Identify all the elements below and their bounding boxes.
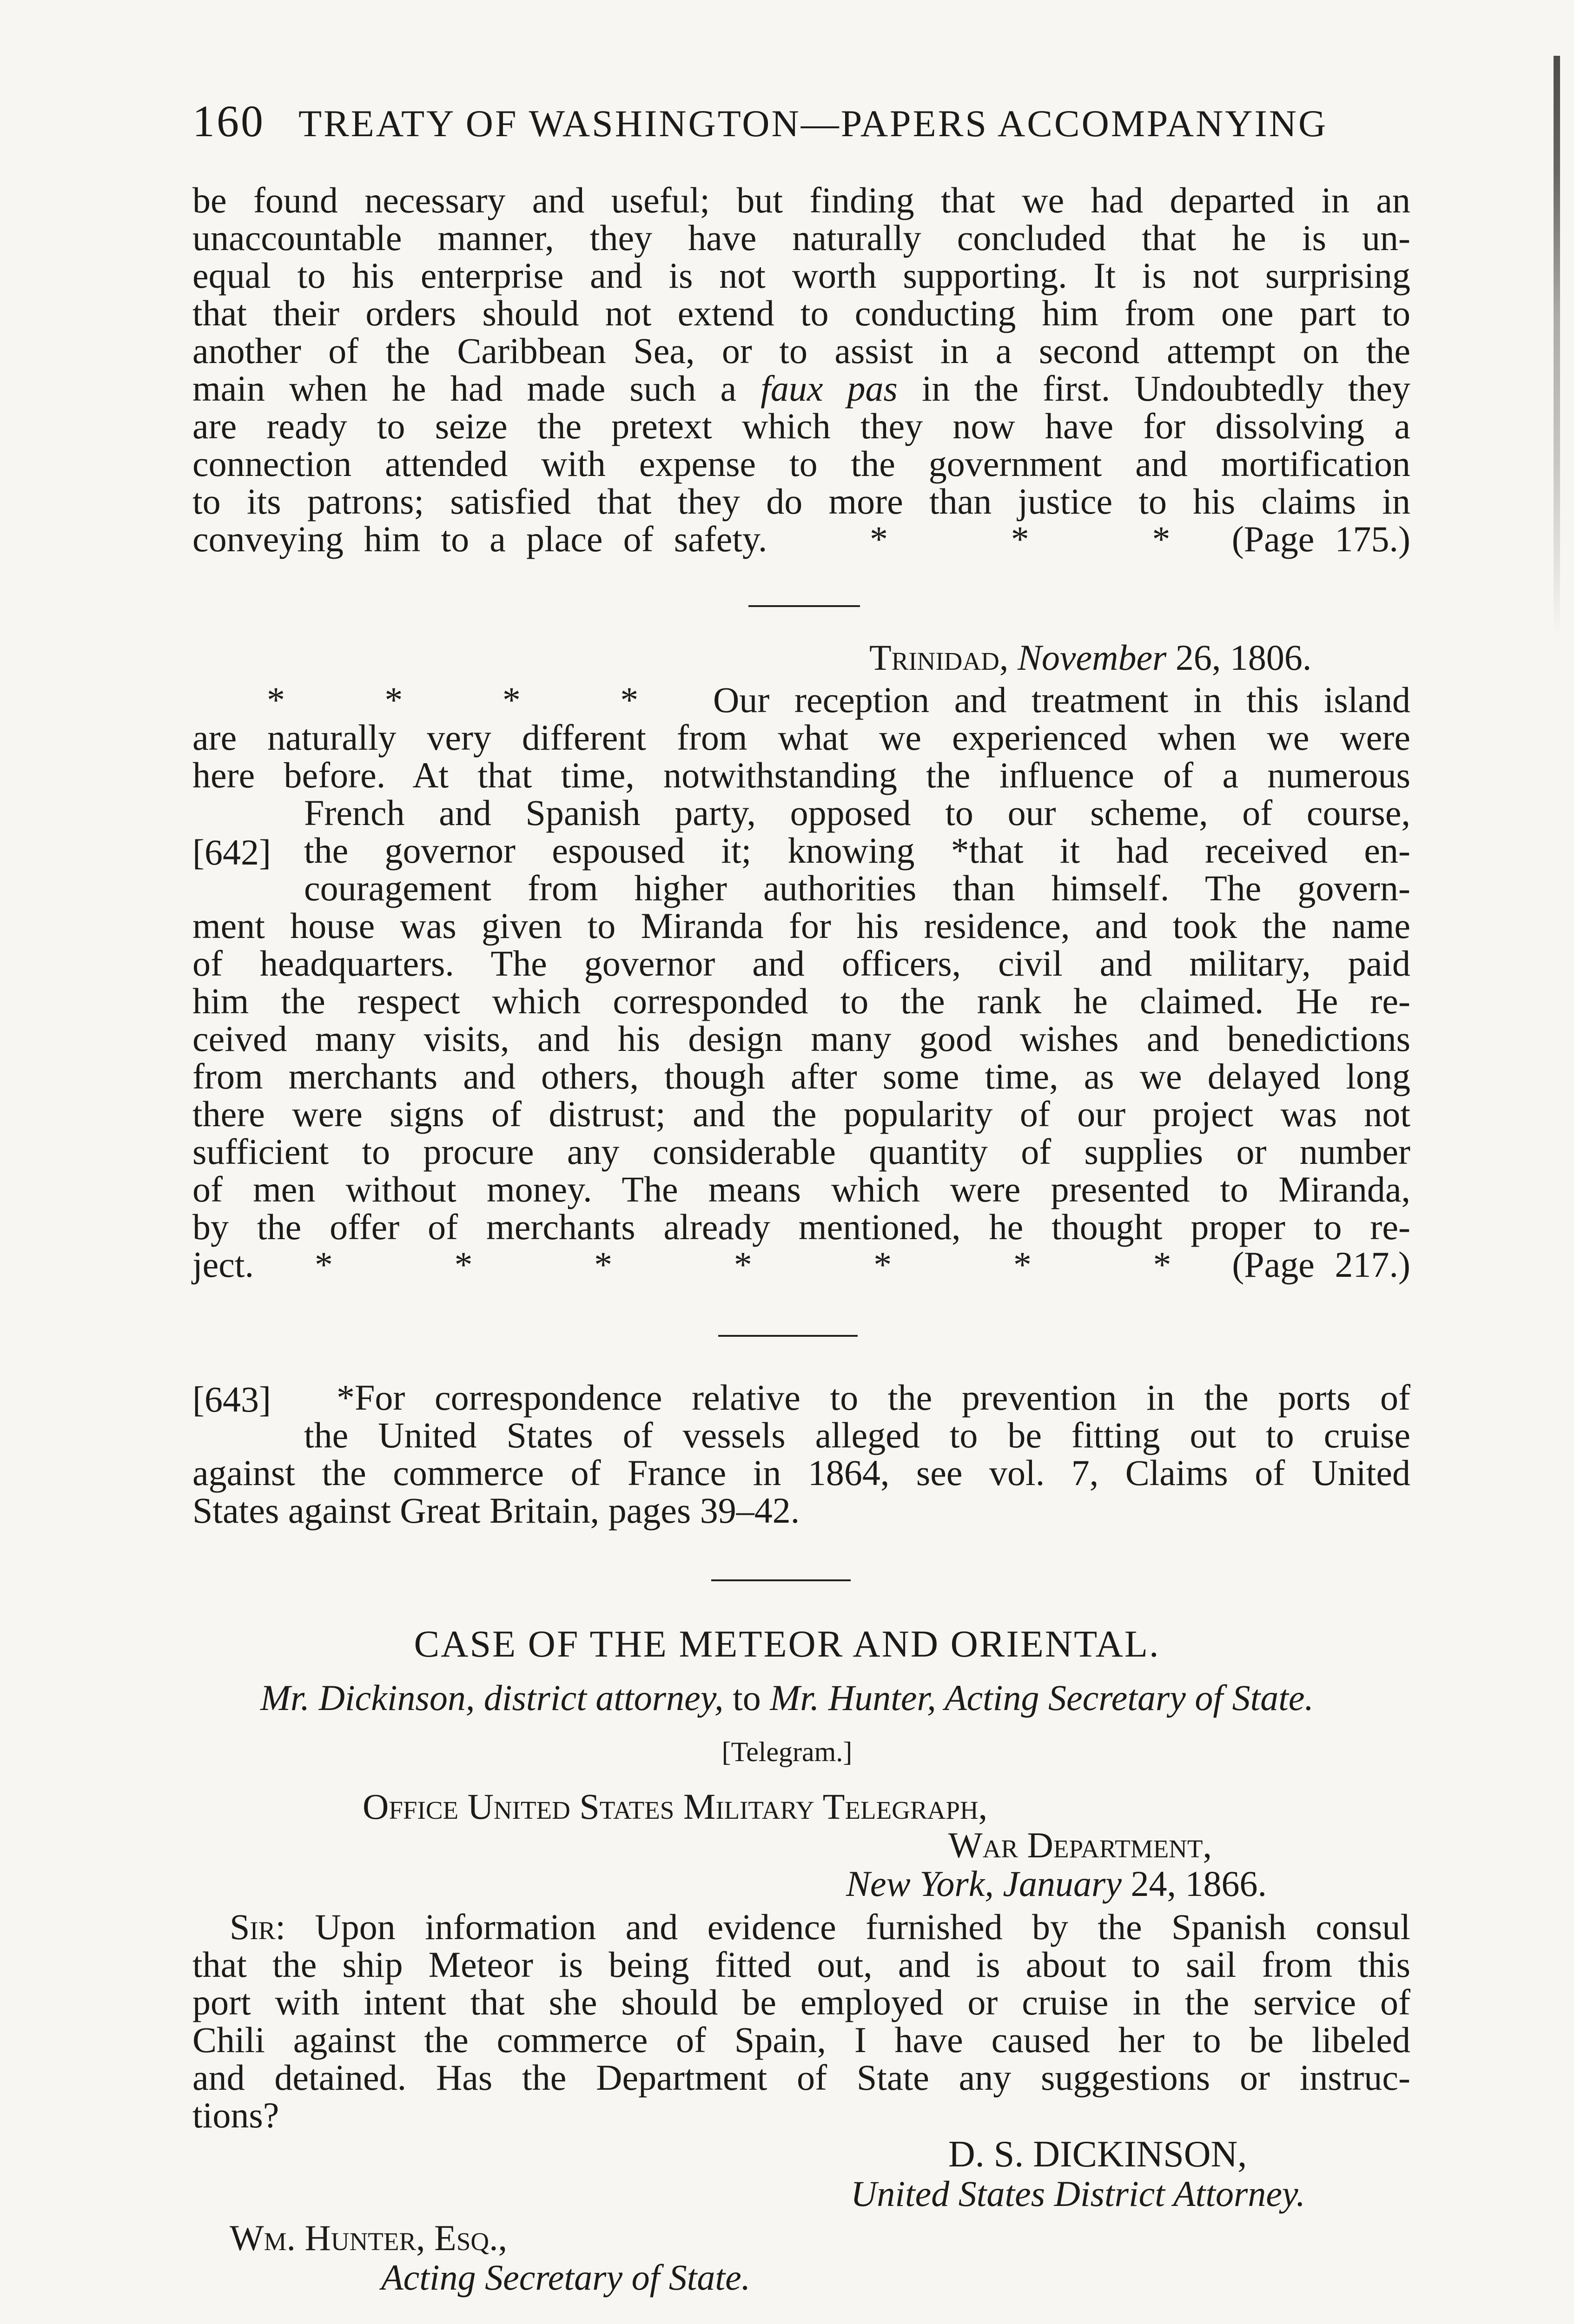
running-header [192, 95, 1350, 147]
text-line: unaccountable manner, they have naturally concluded that he is un- [192, 218, 1410, 258]
section-title: CASE OF THE METEOR AND ORIENTAL. [414, 1623, 1160, 1665]
section-divider [711, 1579, 851, 1581]
paragraph-3 [192, 1379, 1410, 1529]
letter-to: Mr. Hunter [761, 1677, 927, 1718]
text-line: French and Spanish party, opposed to our scheme, of course, [304, 792, 1410, 833]
telegram-note: [Telegram.] [721, 1736, 853, 1767]
paragraph-1 [192, 181, 1410, 558]
text-line: * * * * Our reception and treatment in this island [267, 680, 1410, 720]
letter-body [192, 1908, 1410, 2134]
letter-heading [0, 1677, 1574, 1719]
text-line: tions? [192, 2095, 279, 2135]
text-line: him the respect which corresponded to the rank he claimed. He re- [192, 981, 1410, 1021]
binding-edge-shadow [1554, 56, 1560, 637]
text-line [192, 1908, 1410, 1946]
paragraph-2 [192, 681, 1410, 1283]
text-line: the United States of vessels alleged to be fitting out to cruise [304, 1415, 1410, 1455]
dateline-month: November [1017, 637, 1167, 678]
section-divider [748, 605, 860, 607]
text-line: are naturally very different from what we experienced when we were [192, 717, 1410, 758]
text-line: of men without money. The means which were presented to Miranda, [192, 1169, 1410, 1209]
letter-to-word: to [733, 1677, 761, 1718]
text-line: States against Great Britain, pages 39–42. [192, 1490, 800, 1531]
addressee-title: Acting Secretary of State. [381, 2257, 751, 2298]
office-dateline [846, 1863, 1267, 1905]
text-line: couragement from higher authorities than himself. The govern- [304, 868, 1410, 908]
text-line: by the offer of merchants already mentioned, he thought proper to re- [192, 1207, 1410, 1247]
text-line: port with intent that she should be employed or cruise in the service of [192, 1982, 1410, 2022]
text-line: that their orders should not extend to conducting him from one part to [192, 293, 1410, 333]
dateline: Trinidad, November 26, 1806. [869, 637, 1312, 678]
text-line: another of the Caribbean Sea, or to assist in a second attempt on the [192, 330, 1410, 371]
text-line: of headquarters. The governor and officers, civil and military, paid [192, 943, 1410, 984]
page-number: 160 [192, 96, 265, 146]
text-line: sufficient to procure any considerable quantity of supplies or number [192, 1131, 1410, 1172]
text-line: from merchants and others, though after some time, as we delayed long [192, 1056, 1410, 1096]
addressee-name: Wm. Hunter, Esq., [230, 2218, 508, 2258]
office-line-2: War Department, [948, 1825, 1212, 1865]
text-line [192, 370, 1410, 407]
text-fragment: main when he had made such a [192, 368, 737, 409]
text-line: connection attended with expense to the government and mortification [192, 443, 1410, 484]
text-line: are ready to seize the pretext which they now have for dissolving a [192, 406, 1410, 446]
office-date-rest: 24, 1866. [1121, 1863, 1267, 1904]
salutation: Sir: [230, 1907, 286, 1947]
text-line: the governor espoused it; knowing *that it had received en- [304, 830, 1410, 871]
margin-page-ref-642: [642] [192, 832, 271, 872]
text-line: Chili against the commerce of Spain, I have caused her to be libeled [192, 2020, 1410, 2060]
signature-name: D. S. DICKINSON, [948, 2134, 1247, 2175]
text-line: here before. At that time, notwithstanding the influence of a numerous [192, 755, 1410, 795]
text-fragment: in the first. Undoubtedly they [922, 368, 1410, 409]
running-title: TREATY OF WASHINGTON—PAPERS ACCOMPANYING [298, 102, 1328, 145]
section-divider [718, 1335, 858, 1337]
letter-to-title: , Acting Secretary of State. [927, 1677, 1314, 1718]
text-line: that the ship Meteor is being fitted out, and is about to sail from this [192, 1944, 1410, 1985]
letter-from-title: , district attorney, [465, 1677, 733, 1718]
text-line: and detained. Has the Department of State any suggestions or instruc- [192, 2057, 1410, 2098]
text-line: be found necessary and useful; but finding that we had departed in an [192, 180, 1410, 220]
office-place-date: New York, January [846, 1863, 1122, 1904]
text-line: there were signs of distrust; and the popularity of our project was not [192, 1094, 1410, 1134]
text-line: ject. * * * * * * * (Page 217.) [192, 1244, 1410, 1285]
dateline-place: Trinidad [869, 637, 999, 678]
text-line: equal to his enterprise and is not worth supporting. It is not surprising [192, 255, 1410, 296]
text-line: against the commerce of France in 1864, see vol. 7, Claims of United [192, 1452, 1410, 1493]
office-line-1: Office United States Military Telegraph, [363, 1786, 988, 1827]
text-fragment: Upon information and evidence furnished by the Spanish consul [315, 1907, 1410, 1947]
text-line: *For correspondence relative to the prevention in the ports of [337, 1377, 1410, 1418]
signature-title: United States District Attorney. [851, 2173, 1305, 2214]
text-line: ment house was given to Miranda for his residence, and took the name [192, 905, 1410, 946]
text-line: to its patrons; satisfied that they do more than justice to his claims in [192, 481, 1410, 522]
italic-phrase: faux pas [761, 368, 898, 409]
letter-from: Mr. Dickinson [260, 1677, 466, 1718]
text-line: ceived many visits, and his design many good wishes and benedictions [192, 1018, 1410, 1059]
text-line: conveying him to a place of safety. * * * (Page 175.) [192, 519, 1410, 559]
margin-page-ref-643: [643] [192, 1379, 271, 1419]
dateline-day-year: 26, 1806. [1175, 637, 1312, 678]
